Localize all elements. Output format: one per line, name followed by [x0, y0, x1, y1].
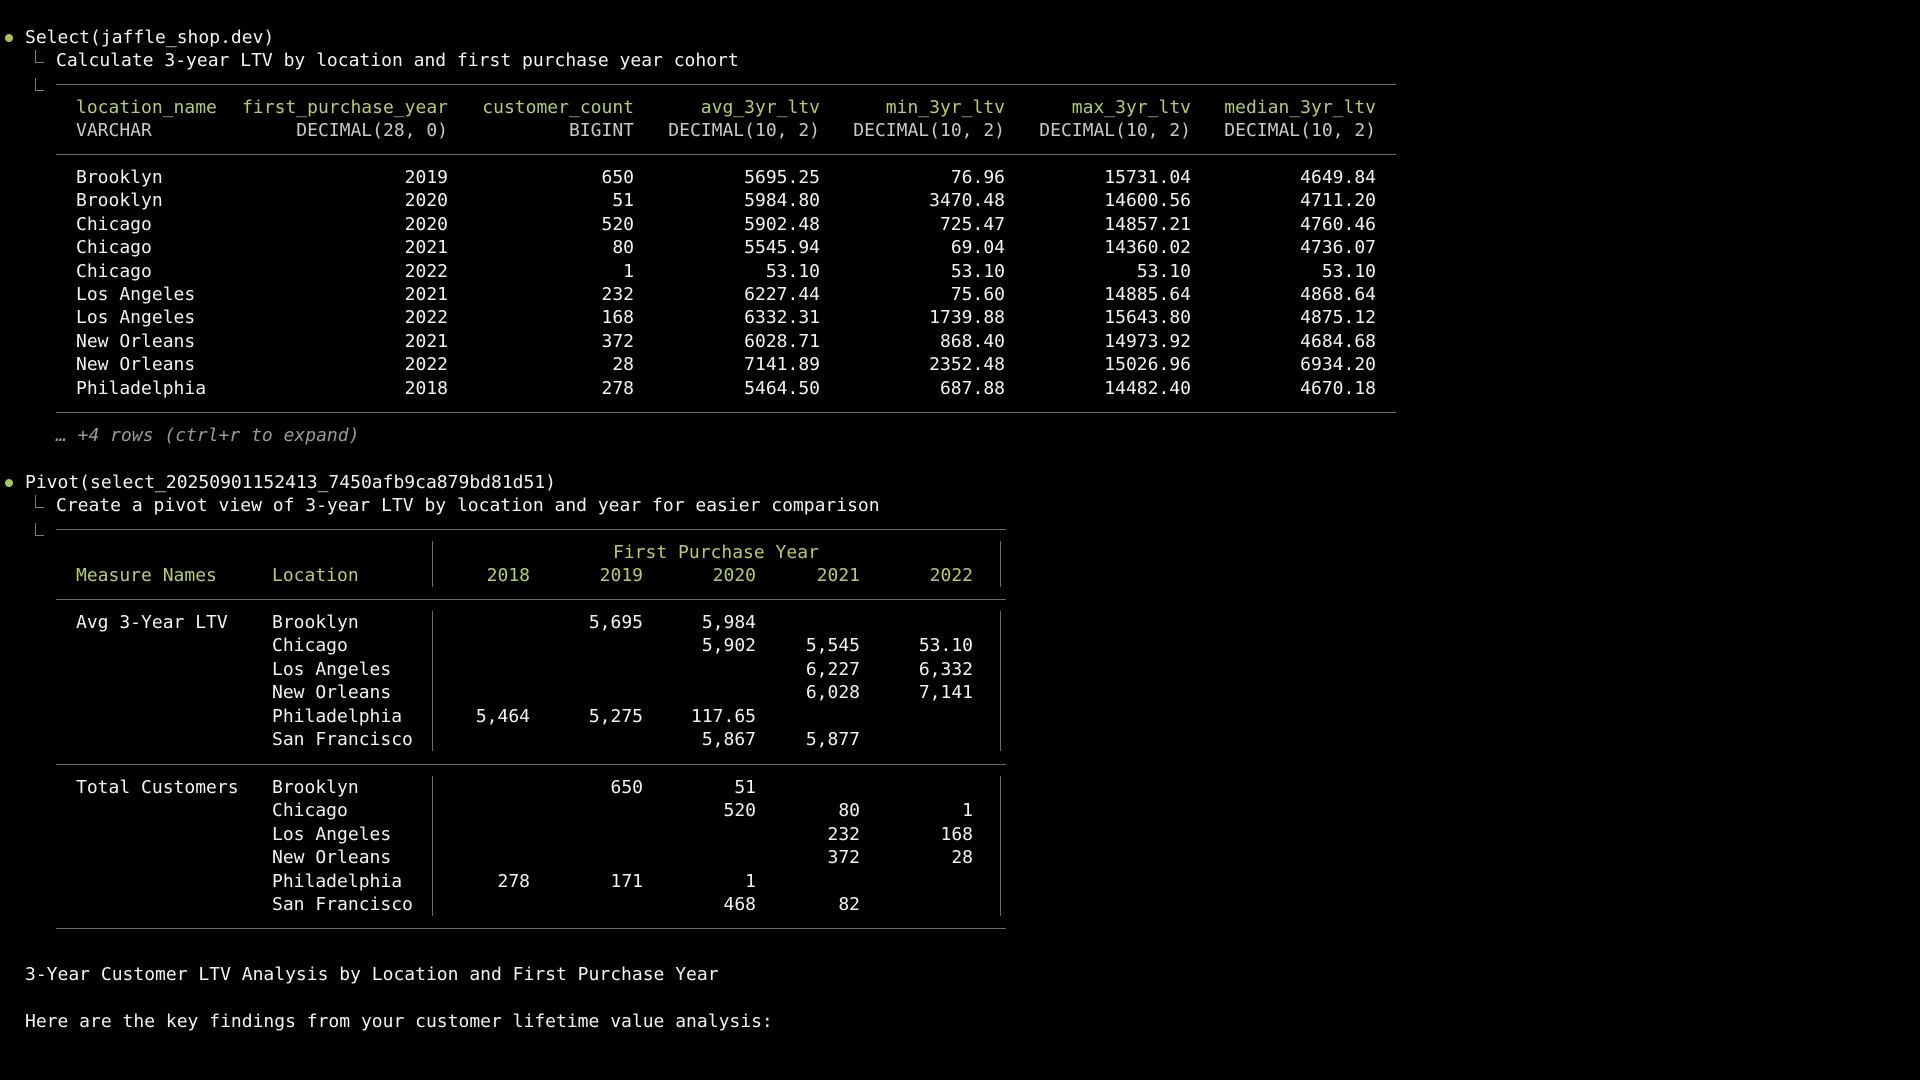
table-cell: 650 [601, 167, 634, 188]
table-cell: Chicago [76, 237, 152, 259]
pivot-year-2021: 2021 [816, 565, 860, 586]
table-cell: 15026.96 [1104, 354, 1191, 376]
pivot-cell: 5,695 [588, 612, 643, 633]
pivot-cell: 1 [745, 870, 756, 892]
table-cell: Los Angeles [76, 307, 196, 329]
table-cell: 168 [601, 307, 634, 329]
pivot-cell: 372 [827, 847, 860, 869]
pivot-cell: 117.65 [690, 705, 756, 727]
pivot-cell: 6,227 [805, 658, 860, 680]
column-header-customer_count: customer_count [482, 97, 634, 118]
table-cell: 2022 [404, 307, 448, 329]
pivot-location: Philadelphia [272, 870, 403, 892]
pivot-bottom-border [56, 928, 1006, 929]
column-type-location_name: VARCHAR [76, 120, 152, 141]
table-cell: 4760.46 [1300, 213, 1376, 235]
table-cell: 53.10 [950, 260, 1005, 282]
pivot-group-divider [56, 764, 1006, 765]
column-type-avg_3yr_ltv: DECIMAL(10, 2) [668, 120, 820, 141]
column-header-avg_3yr_ltv: avg_3yr_ltv [700, 97, 820, 118]
table-cell: 15643.80 [1104, 307, 1191, 329]
tree-connector [35, 50, 44, 63]
table-cell: 520 [601, 213, 634, 235]
column-header-min_3yr_ltv: min_3yr_ltv [885, 97, 1005, 118]
table-cell: 53.10 [765, 260, 820, 282]
table-cell: 14885.64 [1104, 284, 1191, 305]
pivot-measure-name: Avg 3-Year LTV [76, 612, 228, 633]
pivot-location: Philadelphia [272, 705, 403, 727]
table-cell: 5695.25 [744, 167, 820, 188]
table-cell: 69.04 [950, 237, 1005, 259]
table-cell: 2020 [404, 190, 448, 212]
pivot-status-dot [5, 479, 13, 487]
tree-connector [35, 495, 44, 508]
table-cell: Chicago [76, 260, 152, 282]
table-cell: 6934.20 [1300, 354, 1376, 376]
pivot-cell: 82 [838, 894, 860, 915]
table-cell: 2022 [404, 354, 448, 376]
column-type-median_3yr_ltv: DECIMAL(10, 2) [1224, 120, 1376, 141]
pivot-year-2018: 2018 [486, 565, 530, 586]
pivot-cell: 28 [951, 847, 973, 869]
pivot-measure-header: Measure Names [76, 565, 217, 586]
pivot-cell: 171 [610, 870, 643, 892]
table-cell: 75.60 [950, 284, 1005, 305]
tree-connector [35, 523, 44, 536]
table-cell: 372 [601, 330, 634, 352]
table-cell: New Orleans [76, 354, 196, 376]
table-cell: 6332.31 [744, 307, 820, 329]
table-cell: 6028.71 [744, 330, 820, 352]
pivot-location: Chicago [272, 800, 348, 822]
pivot-cell: 5,275 [588, 705, 643, 727]
column-type-first_purchase_year: DECIMAL(28, 0) [296, 120, 448, 141]
table-cell: Chicago [76, 213, 152, 235]
table-cell: 725.47 [939, 213, 1005, 235]
pivot-header-bottom [56, 599, 1006, 600]
pivot-group-header: First Purchase Year [613, 542, 819, 563]
table-cell: 14857.21 [1104, 213, 1191, 235]
table-cell: 53.10 [1136, 260, 1191, 282]
pivot-cell: 278 [497, 870, 530, 892]
pivot-row-divider-left [432, 776, 433, 916]
pivot-year-2019: 2019 [599, 565, 643, 586]
table-cell: 232 [601, 284, 634, 305]
pivot-location: Brooklyn [272, 612, 359, 633]
table-cell: 2022 [404, 260, 448, 282]
table-cell: 2019 [404, 167, 448, 188]
table-cell: 4649.84 [1300, 167, 1376, 188]
pivot-location: Los Angeles [272, 823, 392, 845]
table-cell: 4875.12 [1300, 307, 1376, 329]
pivot-cell: 6,332 [918, 658, 973, 680]
select-description: Calculate 3-year LTV by location and first purchase year cohort [56, 50, 739, 71]
table-cell: 2352.48 [929, 354, 1005, 376]
pivot-description: Create a pivot view of 3-year LTV by location and year for easier comparison [56, 495, 880, 516]
table-cell: 4670.18 [1300, 377, 1376, 399]
column-header-max_3yr_ltv: max_3yr_ltv [1071, 97, 1191, 118]
table-cell: 80 [612, 237, 634, 259]
pivot-cell: 5,877 [805, 729, 860, 750]
table-bottom-border [56, 412, 1396, 413]
table-cell: 5464.50 [744, 377, 820, 399]
tree-connector [35, 78, 44, 91]
table-cell: 53.10 [1321, 260, 1376, 282]
select-status-dot [5, 34, 13, 42]
table-cell: 868.40 [939, 330, 1005, 352]
table-top-border [56, 84, 1396, 85]
table-cell: Los Angeles [76, 284, 196, 305]
table-cell: 3470.48 [929, 190, 1005, 212]
expand-rows-hint[interactable]: … +4 rows (ctrl+r to expand) [56, 425, 360, 446]
column-type-customer_count: BIGINT [568, 120, 634, 141]
pivot-year-2022: 2022 [929, 565, 973, 586]
pivot-cell: 5,867 [701, 729, 756, 750]
pivot-row-divider-right [1000, 611, 1001, 751]
table-cell: 6227.44 [744, 284, 820, 305]
pivot-location: Los Angeles [272, 658, 392, 680]
pivot-location: New Orleans [272, 847, 392, 869]
table-cell: New Orleans [76, 330, 196, 352]
table-cell: 2021 [404, 330, 448, 352]
table-cell: 7141.89 [744, 354, 820, 376]
table-cell: 5984.80 [744, 190, 820, 212]
table-cell: 14360.02 [1104, 237, 1191, 259]
table-cell: 14973.92 [1104, 330, 1191, 352]
table-cell: 14482.40 [1104, 377, 1191, 399]
column-header-location_name: location_name [76, 97, 217, 118]
pivot-cell: 80 [838, 800, 860, 822]
column-header-median_3yr_ltv: median_3yr_ltv [1224, 97, 1376, 118]
table-cell: 76.96 [950, 167, 1005, 188]
pivot-row-divider-right [1000, 776, 1001, 916]
table-cell: 15731.04 [1104, 167, 1191, 188]
summary-intro: Here are the key findings from your customer lifetime value analysis: [25, 1011, 773, 1032]
column-type-min_3yr_ltv: DECIMAL(10, 2) [853, 120, 1005, 141]
pivot-cell: 1 [962, 800, 973, 822]
pivot-cell: 5,902 [701, 635, 756, 657]
pivot-cell: 5,545 [805, 635, 860, 657]
table-cell: 4736.07 [1300, 237, 1376, 259]
table-header-divider [56, 154, 1396, 155]
table-cell: 2020 [404, 213, 448, 235]
table-cell: 278 [601, 377, 634, 399]
pivot-location-header: Location [272, 565, 359, 586]
pivot-header-divider-right [1000, 541, 1001, 587]
select-call: Select(jaffle_shop.dev) [25, 27, 275, 48]
table-cell: 1739.88 [929, 307, 1005, 329]
table-cell: Philadelphia [76, 377, 207, 399]
pivot-location: Chicago [272, 635, 348, 657]
table-cell: 687.88 [939, 377, 1005, 399]
pivot-location: Brooklyn [272, 777, 359, 798]
pivot-cell: 53.10 [918, 635, 973, 657]
pivot-cell: 168 [940, 823, 973, 845]
table-cell: 2018 [404, 377, 448, 399]
table-cell: 2021 [404, 237, 448, 259]
table-cell: 4684.68 [1300, 330, 1376, 352]
pivot-cell: 51 [734, 777, 756, 798]
pivot-location: San Francisco [272, 729, 413, 750]
table-cell: Brooklyn [76, 190, 163, 212]
table-cell: 4868.64 [1300, 284, 1376, 305]
table-cell: 2021 [404, 284, 448, 305]
pivot-measure-name: Total Customers [76, 777, 239, 798]
table-cell: 28 [612, 354, 634, 376]
pivot-location: New Orleans [272, 682, 392, 704]
pivot-cell: 6,028 [805, 682, 860, 704]
pivot-top-border [56, 529, 1006, 530]
pivot-location: San Francisco [272, 894, 413, 915]
table-cell: 5545.94 [744, 237, 820, 259]
pivot-cell: 5,984 [701, 612, 756, 633]
table-cell: 5902.48 [744, 213, 820, 235]
table-cell: 51 [612, 190, 634, 212]
pivot-cell: 232 [827, 823, 860, 845]
table-cell: Brooklyn [76, 167, 163, 188]
table-cell: 14600.56 [1104, 190, 1191, 212]
table-cell: 4711.20 [1300, 190, 1376, 212]
pivot-cell: 650 [610, 777, 643, 798]
column-type-max_3yr_ltv: DECIMAL(10, 2) [1039, 120, 1191, 141]
pivot-header-divider-left [432, 541, 433, 587]
pivot-cell: 5,464 [475, 705, 530, 727]
column-header-first_purchase_year: first_purchase_year [242, 97, 448, 118]
pivot-cell: 7,141 [918, 682, 973, 704]
summary-title: 3-Year Customer LTV Analysis by Location and First Purchase Year [25, 964, 719, 985]
table-cell: 1 [623, 260, 634, 282]
pivot-cell: 520 [723, 800, 756, 822]
pivot-row-divider-left [432, 611, 433, 751]
pivot-year-2020: 2020 [712, 565, 756, 586]
pivot-cell: 468 [723, 894, 756, 915]
pivot-call: Pivot(select_20250901152413_7450afb9ca879bd81d51) [25, 472, 557, 493]
